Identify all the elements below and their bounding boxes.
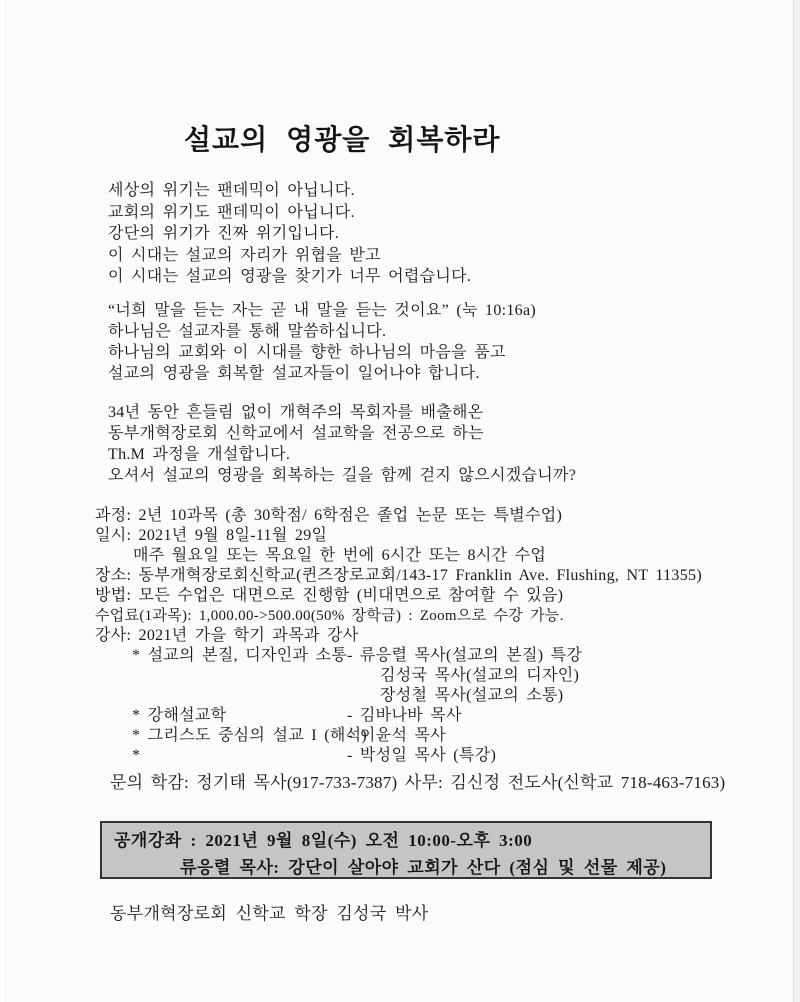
- course-row: [95, 646, 702, 666]
- detail-location: 장소: 동부개혁장로회신학교(퀸즈장로교회/143-17 Franklin Ave. Flushing, NT 11355): [95, 567, 702, 584]
- scan-edge-left: [0, 0, 6, 1002]
- invitation-line: 34년 동안 흔들림 없이 개혁주의 목회자를 배출해온: [108, 404, 484, 421]
- course-name: *: [132, 747, 141, 764]
- invitation-line: Th.M 과정을 개설합니다.: [108, 446, 291, 463]
- page-title: 설교의 영광을 회복하라: [184, 125, 501, 156]
- course-row: [95, 686, 702, 706]
- intro-line: 이 시대는 설교의 영광을 찾기가 너무 어렵습니다.: [108, 268, 472, 285]
- intro-line: 강단의 위기가 진짜 위기입니다.: [108, 225, 340, 242]
- course-row: [95, 746, 702, 766]
- invitation-line: 오셔서 설교의 영광을 회복하는 길을 함께 걷지 않으시겠습니까?: [108, 467, 577, 484]
- course-instructor: - 김바나바 목사: [347, 707, 462, 724]
- course-instructor: - 류응렬 목사(설교의 본질) 특강: [347, 647, 583, 664]
- detail-method: 방법: 모든 수업은 대면으로 진행함 (비대면으로 참여할 수 있음): [95, 587, 564, 604]
- course-instructor: - 이윤석 목사: [347, 727, 447, 744]
- scripture-paragraph: [108, 300, 536, 384]
- scan-edge-right: [793, 0, 800, 1002]
- open-lecture-box: [100, 821, 712, 879]
- faculty-heading: 강사: 2021년 가을 학기 과목과 강사: [95, 627, 359, 644]
- scripture-quote: “너희 말을 듣는 자는 곧 내 말을 듣는 것이요” (눅 10:16a): [108, 302, 537, 319]
- intro-line: 교회의 위기도 팬데믹이 아닙니다.: [108, 203, 355, 221]
- intro-line: 세상의 위기는 팬데믹이 아닙니다.: [108, 182, 355, 199]
- contact-line: 문의 학감: 정기태 목사(917-733-7387) 사무: 김신정 전도사(신학교 718-463-7163): [110, 773, 726, 792]
- course-row: [95, 706, 702, 726]
- course-instructor: 장성철 목사(설교의 소통): [380, 687, 564, 704]
- course-instructor: 김성국 목사(설교의 디자인): [380, 667, 580, 684]
- detail-course: 과정: 2년 10과목 (총 30학점/ 6학점은 졸업 논문 또는 특별수업): [95, 507, 563, 524]
- invitation-line: 동부개혁장로회 신학교에서 설교학을 전공으로 하는: [108, 425, 484, 442]
- intro-paragraph: [108, 180, 471, 288]
- invitation-paragraph: [108, 402, 576, 486]
- course-instructor: - 박성일 목사 (특강): [347, 747, 497, 764]
- course-row: [95, 726, 702, 746]
- signature-line: 동부개혁장로회 신학교 학장 김성국 박사: [110, 904, 429, 923]
- scripture-line: 하나님의 교회와 이 시대를 향한 하나님의 마음을 품고: [108, 344, 506, 361]
- scripture-line: 설교의 영광을 회복할 설교자들이 일어나야 합니다.: [108, 365, 480, 382]
- detail-tuition: 수업료(1과목): 1,000.00->500.00(50% 장학금) : Zoom으로 수강 가능.: [95, 608, 564, 624]
- intro-line: 이 시대는 설교의 자리가 위협을 받고: [108, 246, 381, 264]
- course-name: * 그리스도 중심의 설교 I (해석): [132, 727, 368, 744]
- course-row: [95, 666, 702, 686]
- open-lecture-topic: 류응렬 목사: 강단이 살아야 교회가 산다 (점심 및 선물 제공): [180, 858, 667, 877]
- program-details: [95, 506, 702, 766]
- course-name: * 강해설교학: [132, 707, 227, 724]
- scripture-line: 하나님은 설교자를 통해 말씀하십니다.: [108, 323, 387, 340]
- course-name: * 설교의 본질, 디자인과 소통: [132, 647, 348, 664]
- detail-schedule-sub: 매주 월요일 또는 목요일 한 번에 6시간 또는 8시간 수업: [133, 547, 547, 564]
- detail-schedule: 일시: 2021년 9월 8일-11월 29일: [95, 527, 328, 544]
- open-lecture-datetime: 공개강좌 : 2021년 9월 8일(수) 오전 10:00-오후 3:00: [114, 831, 533, 850]
